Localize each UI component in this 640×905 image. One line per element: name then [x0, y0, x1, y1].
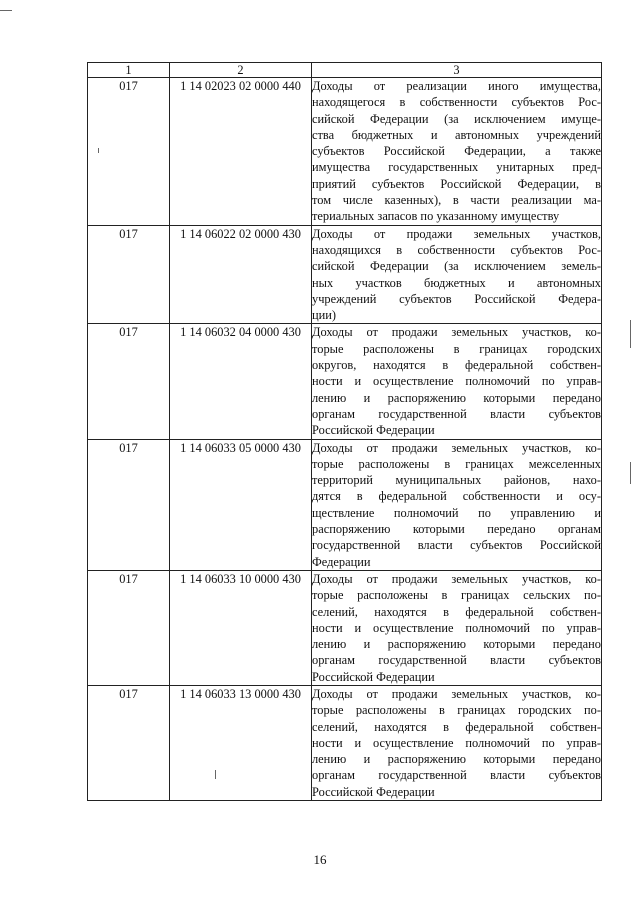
header-col-2: 2: [170, 63, 312, 78]
kbk-code-cell: 1 14 06032 04 0000 430: [170, 324, 312, 439]
description-line: торые расположены в границах межселенных: [312, 456, 601, 471]
scan-mark: [215, 770, 216, 779]
description-line: Доходы от продажи земельных участков, ко-: [312, 571, 601, 586]
description-line: Федерации: [312, 554, 371, 569]
income-description-cell: [312, 570, 602, 685]
description-line: Российской Федерации: [312, 423, 435, 438]
description-line: Российской Федерации: [312, 784, 435, 799]
kbk-code-cell: 1 14 06033 05 0000 430: [170, 439, 312, 570]
description-line: органам государственной власти субъектов: [312, 406, 601, 421]
income-description-cell: [312, 324, 602, 439]
description-line: органам государственной власти субъектов: [312, 768, 601, 783]
description-line: селений, находятся в федеральной собствен-: [312, 604, 601, 619]
description-line: ных участков бюджетных и автономных: [312, 275, 601, 290]
income-description-cell: [312, 225, 602, 324]
description-line: органам государственной власти субъектов: [312, 653, 601, 668]
description-line: Доходы от продажи земельных участков, ко-: [312, 325, 601, 340]
description-line: Доходы от продажи земельных участков, ко-: [312, 686, 601, 701]
description-line: лению и распоряжению которыми передано: [312, 637, 601, 652]
description-line: сийской Федерации (за исключением имуще-: [312, 111, 601, 126]
scan-mark: [0, 10, 12, 11]
table-row: [88, 685, 602, 800]
description-line: торые расположены в границах городских: [312, 341, 601, 356]
income-description-cell: [312, 78, 602, 226]
scan-mark: [630, 320, 631, 348]
header-col-3: 3: [312, 63, 602, 78]
table-row: [88, 570, 602, 685]
table-header: [88, 63, 602, 78]
income-description-cell: [312, 685, 602, 800]
description-line: ществление полномочий по управлению и: [312, 505, 601, 520]
header-col-1: 1: [88, 63, 170, 78]
description-line: ства бюджетных и автономных учреждений: [312, 127, 601, 142]
description-line: лению и распоряжению которыми передано: [312, 390, 601, 405]
description-line: территорий муниципальных районов, нахо-: [312, 473, 601, 488]
page-number: 16: [313, 852, 327, 867]
description-line: находящегося в собственности субъектов Рос-: [312, 95, 601, 110]
description-line: ности и осуществление полномочий по управ-: [312, 374, 601, 389]
description-line: Доходы от продажи земельных участков, ко-: [312, 440, 601, 455]
admin-code-cell: 017: [88, 225, 170, 324]
description-line: том числе казенных), в части реализации ма-: [312, 193, 601, 208]
description-line: териальных запасов по указанному имуществу: [312, 209, 560, 224]
description-line: торые расположены в границах сельских по-: [312, 588, 601, 603]
table-body: [88, 78, 602, 801]
description-line: селений, находятся в федеральной собствен-: [312, 719, 601, 734]
description-line: округов, находятся в федеральной собствен-: [312, 358, 601, 373]
table-row: [88, 324, 602, 439]
description-line: Российской Федерации: [312, 669, 435, 684]
description-line: ции): [312, 308, 337, 323]
description-line: торые расположены в границах городских по-: [312, 703, 601, 718]
description-line: дятся в федеральной собственности и осу-: [312, 489, 601, 504]
kbk-code-cell: 1 14 06022 02 0000 430: [170, 225, 312, 324]
admin-code-cell: 017: [88, 324, 170, 439]
scan-mark: [630, 462, 631, 484]
description-line: учреждений субъектов Российской Федера-: [312, 291, 601, 306]
header-row: [88, 63, 602, 78]
kbk-code-cell: 1 14 06033 10 0000 430: [170, 570, 312, 685]
table-row: [88, 225, 602, 324]
description-line: сийской Федерации (за исключением земель-: [312, 259, 601, 274]
admin-code-cell: 017: [88, 685, 170, 800]
description-line: Доходы от реализации иного имущества,: [312, 79, 601, 93]
admin-code-cell: 017: [88, 570, 170, 685]
description-line: приятий субъектов Российской Федерации, в: [312, 176, 601, 191]
scan-mark: [98, 148, 99, 153]
kbk-code-cell: 1 14 06033 13 0000 430: [170, 685, 312, 800]
description-line: Доходы от продажи земельных участков,: [312, 226, 601, 241]
description-line: государственной власти субъектов Российской: [312, 538, 601, 553]
income-description-cell: [312, 439, 602, 570]
description-line: субъектов Российской Федерации, а также: [312, 144, 601, 159]
description-line: имущества государственных унитарных пред-: [312, 160, 601, 175]
description-line: лению и распоряжению которыми передано: [312, 752, 601, 767]
revenue-classification-table: [87, 62, 602, 801]
description-line: находящихся в собственности субъектов Рос-: [312, 242, 601, 257]
table-row: [88, 78, 602, 226]
description-line: ности и осуществление полномочий по управ-: [312, 620, 601, 635]
description-line: распоряжению которыми передано органам: [312, 522, 601, 537]
description-line: ности и осуществление полномочий по управ-: [312, 735, 601, 750]
table-row: [88, 439, 602, 570]
admin-code-cell: 017: [88, 439, 170, 570]
admin-code-cell: 017: [88, 78, 170, 226]
kbk-code-cell: 1 14 02023 02 0000 440: [170, 78, 312, 226]
